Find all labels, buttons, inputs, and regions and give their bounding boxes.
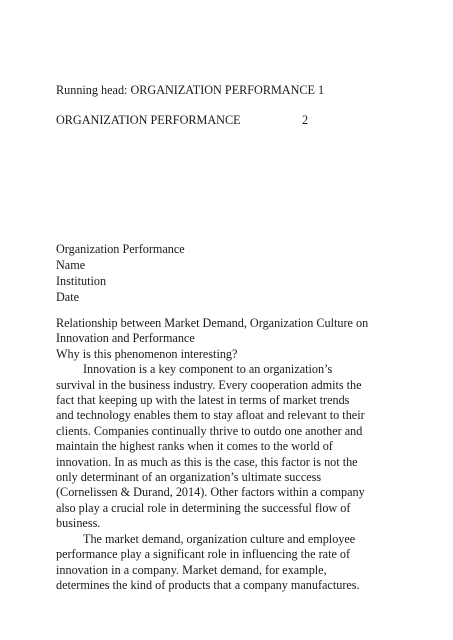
title-block [56,241,185,305]
paragraph-line: Innovation is a key component to an organization’s [83,362,333,377]
question-line: Why is this phenomenon interesting? [56,346,238,361]
author-name: Name [56,258,86,272]
paragraph-line: also play a crucial role in determining the successful flow of [56,500,351,515]
paragraph-line: innovation in a company. Market demand, for example, [56,562,327,577]
paragraph-line: maintain the highest ranks when it comes to the world of [56,439,333,454]
page-number: 2 [302,113,309,127]
paragraph-line: fact that keeping up with the latest in terms of market trends [56,393,350,408]
section-heading-line-1: Relationship between Market Demand, Organization Culture on [56,316,369,330]
paragraph-line: clients. Companies continually thrive to outdo one another and [56,423,363,438]
date: Date [56,290,80,304]
page-header-title: ORGANIZATION PERFORMANCE [56,113,241,127]
paragraph-line: The market demand, organization culture and employee [83,531,356,546]
paper-title: Organization Performance [56,242,185,256]
paragraph-line: survival in the business industry. Every cooperation admits the [56,377,362,392]
paragraph-1 [56,362,398,531]
paragraph-line: only determinant of an organization’s ultimate success [56,470,322,485]
paragraph-line: and technology enables them to stay afloat and relevant to their [56,408,365,423]
body-text [56,316,398,593]
paragraph-line: innovation. In as much as this is the case, this factor is not the [56,454,358,469]
institution: Institution [56,274,107,288]
page-header [56,113,309,128]
paragraph-2 [56,532,398,594]
section-heading-line-2: Innovation and Performance [56,331,195,346]
paragraph-line: determines the kind of products that a company manufactures. [56,577,360,592]
paragraph-line: business. [56,516,101,531]
running-head: Running head: ORGANIZATION PERFORMANCE 1 [56,83,325,97]
paragraph-line: (Cornelissen & Durand, 2014). Other factors within a company [56,485,365,500]
paragraph-line: performance play a significant role in influencing the rate of [56,547,351,562]
